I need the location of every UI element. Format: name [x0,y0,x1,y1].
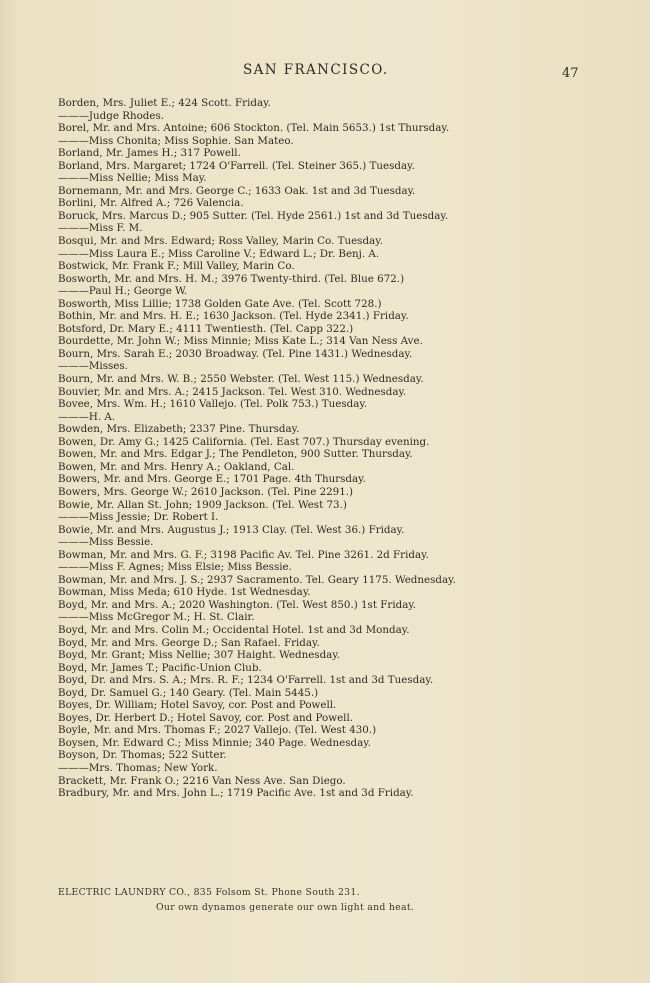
advertisement-line-1: ELECTRIC LAUNDRY CO., 835 Folsom St. Phone South 231. [58,887,360,898]
directory-entry: Bowie, Mr. Allan St. John; 1909 Jackson. (Tel. West 73.) [58,498,347,511]
directory-continuation-line: ———Miss Chonita; Miss Sophie. San Mateo. [58,134,294,147]
directory-entry: Botsford, Dr. Mary E.; 4111 Twentiesth. (Tel. Capp 322.) [58,322,354,335]
directory-entry: Bowman, Mr. and Mrs. G. F.; 3198 Pacific Av. Tel. Pine 3261. 2d Friday. [58,548,429,561]
directory-entry: Bowers, Mr. and Mrs. George E.; 1701 Page. 4th Thursday. [58,473,366,486]
directory-continuation-line: ———Miss Bessie. [58,536,154,549]
directory-entry: Borlini, Mr. Alfred A.; 726 Valencia. [58,197,244,210]
directory-continuation-line: ———Miss F. M. [58,222,143,235]
running-title: SAN FRANCISCO. [243,62,389,78]
directory-continuation-line: ———Misses. [58,360,128,373]
directory-continuation-line: ———Miss Jessie; Dr. Robert I. [58,511,219,524]
directory-entry: Borland, Mrs. Margaret; 1724 O'Farrell. (Tel. Steiner 365.) Tuesday. [58,159,415,172]
directory-continuation-line: ———Miss F. Agnes; Miss Elsie; Miss Bessie. [58,561,292,574]
directory-continuation-line: ———Paul H.; George W. [58,285,188,298]
directory-continuation-line: ———Mrs. Thomas; New York. [58,761,218,774]
directory-continuation-line: ———Miss McGregor M.; H. St. Clair. [58,611,255,624]
directory-entry: Boyd, Mr. James T.; Pacific-Union Club. [58,661,262,674]
directory-entry: Bowden, Mrs. Elizabeth; 2337 Pine. Thursday. [58,423,300,436]
directory-entry: Borland, Mr. James H.; 317 Powell. [58,147,241,160]
directory-continuation-line: ———H. A. [58,410,116,423]
directory-entry: Boyle, Mr. and Mrs. Thomas F.; 2027 Vallejo. (Tel. West 430.) [58,724,377,737]
directory-entry: Boyd, Dr. and Mrs. S. A.; Mrs. R. F.; 1234 O'Farrell. 1st and 3d Tuesday. [58,674,434,687]
directory-entry: Bourn, Mr. and Mrs. W. B.; 2550 Webster. (Tel. West 115.) Wednesday. [58,373,424,386]
directory-entry: Bostwick, Mr. Frank F.; Mill Valley, Marin Co. [58,260,295,273]
directory-entry: Borel, Mr. and Mrs. Antoine; 606 Stockton. (Tel. Main 5653.) 1st Thursday. [58,122,450,135]
directory-entry: Bowman, Mr. and Mrs. J. S.; 2937 Sacramento. Tel. Geary 1175. Wednesday. [58,573,456,586]
directory-entry: Boyd, Dr. Samuel G.; 140 Geary. (Tel. Main 5445.) [58,686,319,699]
directory-entry: Bowers, Mrs. George W.; 2610 Jackson. (Tel. Pine 2291.) [58,485,354,498]
page-number: 47 [562,66,579,81]
directory-continuation-line: ———Miss Nellie; Miss May. [58,172,207,185]
directory-entry: Boyd, Mr. and Mrs. Colin M.; Occidental Hotel. 1st and 3d Monday. [58,623,410,636]
directory-entry: Bosqui, Mr. and Mrs. Edward; Ross Valley, Marin Co. Tuesday. [58,235,383,248]
directory-continuation-line: ———Judge Rhodes. [58,109,165,122]
directory-continuation-line: ———Miss Laura E.; Miss Caroline V.; Edward L.; Dr. Benj. A. [58,247,380,260]
directory-entry: Bowie, Mr. and Mrs. Augustus J.; 1913 Clay. (Tel. West 36.) Friday. [58,523,405,536]
directory-entry: Bothin, Mr. and Mrs. H. E.; 1630 Jackson. (Tel. Hyde 2341.) Friday. [58,310,409,323]
directory-entry: Bosworth, Miss Lillie; 1738 Golden Gate Ave. (Tel. Scott 728.) [58,297,382,310]
directory-entry: Bosworth, Mr. and Mrs. H. M.; 3976 Twenty-third. (Tel. Blue 672.) [58,272,405,285]
directory-entry: Bornemann, Mr. and Mrs. George C.; 1633 Oak. 1st and 3d Tuesday. [58,184,416,197]
page-header [0,62,650,82]
directory-entry: Bradbury, Mr. and Mrs. John L.; 1719 Pacific Ave. 1st and 3d Friday. [58,787,414,800]
directory-entry: Bowen, Mr. and Mrs. Henry A.; Oakland, Cal. [58,460,295,473]
directory-entry: Bowman, Miss Meda; 610 Hyde. 1st Wednesday. [58,586,311,599]
directory-entry: Boyd, Mr. and Mrs. George D.; San Rafael. Friday. [58,636,320,649]
advertisement-line-2: Our own dynamos generate our own light and heat. [156,902,415,913]
directory-entry: Boruck, Mrs. Marcus D.; 905 Sutter. (Tel. Hyde 2561.) 1st and 3d Tuesday. [58,209,449,222]
directory-entry: Brackett, Mr. Frank O.; 2216 Van Ness Ave. San Diego. [58,774,346,787]
directory-entries [58,97,598,800]
directory-entry: Boyd, Mr. Grant; Miss Nellie; 307 Haight. Wednesday. [58,649,341,662]
directory-entry: Boyes, Dr. Herbert D.; Hotel Savoy, cor. Post and Powell. [58,711,354,724]
directory-entry: Bouvier, Mr. and Mrs. A.; 2415 Jackson. Tel. West 310. Wednesday. [58,385,407,398]
directory-entry: Bowen, Dr. Amy G.; 1425 California. (Tel. East 707.) Thursday evening. [58,435,430,448]
directory-entry: Bourdette, Mr. John W.; Miss Minnie; Miss Kate L.; 314 Van Ness Ave. [58,335,423,348]
directory-entry: Boyd, Mr. and Mrs. A.; 2020 Washington. (Tel. West 850.) 1st Friday. [58,598,417,611]
directory-entry: Bovee, Mrs. Wm. H.; 1610 Vallejo. (Tel. Polk 753.) Tuesday. [58,398,368,411]
directory-entry: Boysen, Mr. Edward C.; Miss Minnie; 340 Page. Wednesday. [58,736,371,749]
directory-entry: Bourn, Mrs. Sarah E.; 2030 Broadway. (Tel. Pine 1431.) Wednesday. [58,347,413,360]
directory-entry: Boyes, Dr. William; Hotel Savoy, cor. Post and Powell. [58,699,337,712]
directory-entry: Boyson, Dr. Thomas; 522 Sutter. [58,749,227,762]
directory-entry: Bowen, Mr. and Mrs. Edgar J.; The Pendleton, 900 Sutter. Thursday. [58,448,413,461]
directory-entry: Borden, Mrs. Juliet E.; 424 Scott. Friday. [58,97,271,109]
